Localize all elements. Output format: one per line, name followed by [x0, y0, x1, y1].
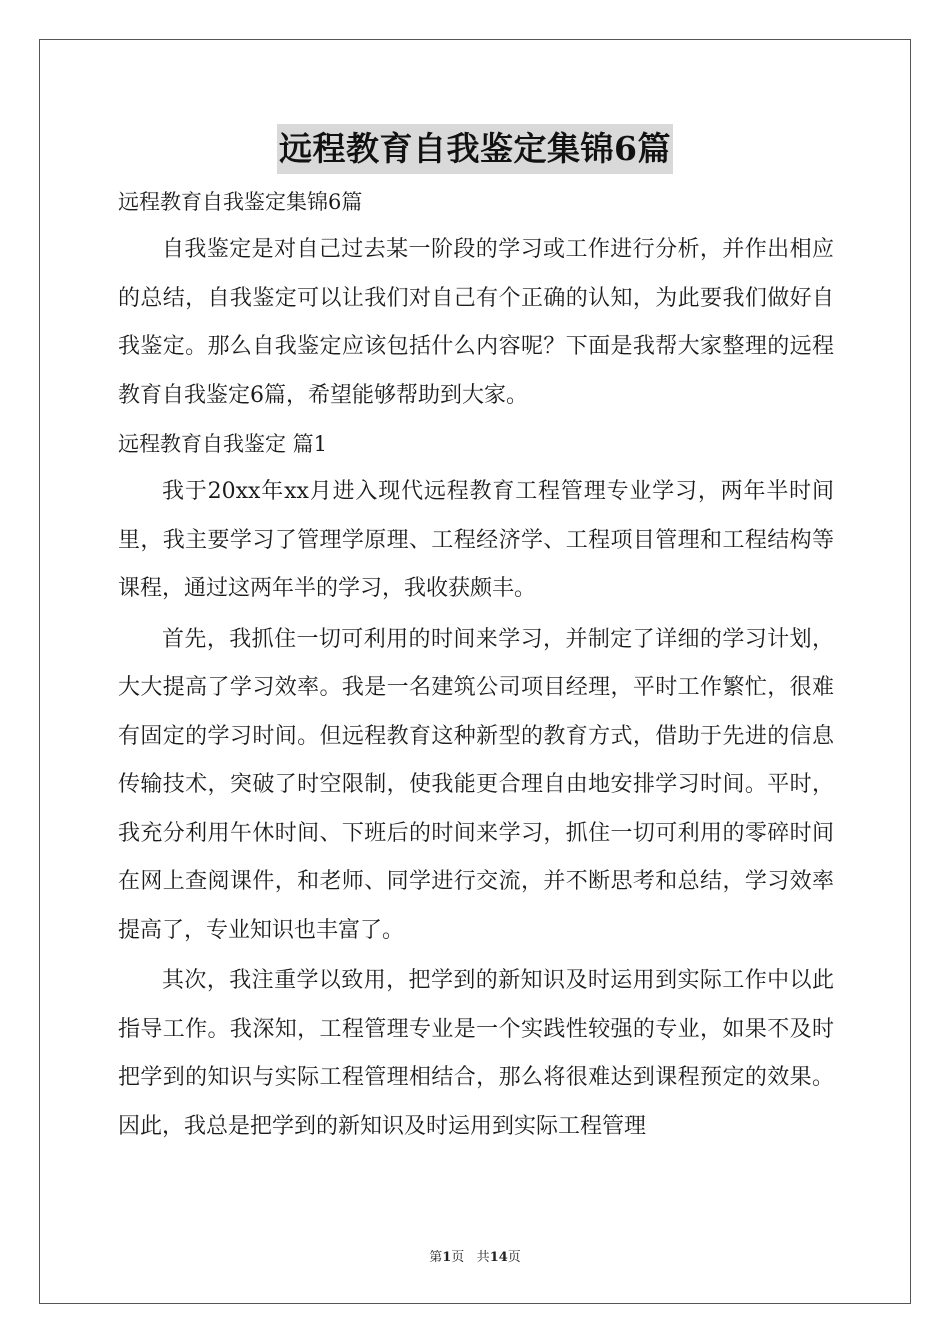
- total-suffix: 页: [507, 1250, 521, 1265]
- document-subtitle: 远程教育自我鉴定集锦6篇: [118, 190, 363, 214]
- body-paragraph-1: 我于20xx年xx月进入现代远程教育工程管理专业学习，两年半时间里，我主要学习了管理学原理、工程经济学、工程项目管理和工程结构等课程，通过这两年半的学习，我收获颇丰。: [118, 479, 834, 601]
- total-prefix: 共: [476, 1250, 490, 1265]
- page-number: 1: [442, 1250, 452, 1265]
- body-paragraph-3: 其次，我注重学以致用，把学到的新知识及时运用到实际工作中以此指导工作。我深知，工程管理专业是一个实践性较强的专业，如果不及时把学到的知识与实际工程管理相结合，那么将很难达到课程预定的效果。因此，我总是把学到的新知识及时运用到实际工程管理: [118, 968, 834, 1139]
- page-prefix: 第: [429, 1250, 443, 1265]
- intro-paragraph: 自我鉴定是对自己过去某一阶段的学习或工作进行分析，并作出相应的总结，自我鉴定可以让我们对自己有个正确的认知，为此要我们做好自我鉴定。那么自我鉴定应该包括什么内容呢？下面是我帮大家整理的远程教育自我鉴定6篇，希望能够帮助到大家。: [118, 237, 834, 408]
- page-footer: [0, 1248, 950, 1268]
- page-suffix: 页: [451, 1250, 465, 1265]
- document-title: 远程教育自我鉴定集锦6篇: [277, 124, 673, 174]
- document-body: [118, 178, 834, 1151]
- body-paragraph-2: 首先，我抓住一切可利用的时间来学习，并制定了详细的学习计划，大大提高了学习效率。我是一名建筑公司项目经理，平时工作繁忙，很难有固定的学习时间。但远程教育这种新型的教育方式，借助于先进的信息传输技术，突破了时空限制，使我能更合理自由地安排学习时间。平时，我充分利用午休时间、下班后的时间来学习，抓住一切可利用的零碎时间在网上查阅课件，和老师、同学进行交流，并不断思考和总结，学习效率提高了，专业知识也丰富了。: [118, 626, 834, 943]
- section-heading: 远程教育自我鉴定 篇1: [118, 432, 328, 456]
- title-container: [0, 124, 950, 174]
- total-pages: 14: [489, 1250, 508, 1265]
